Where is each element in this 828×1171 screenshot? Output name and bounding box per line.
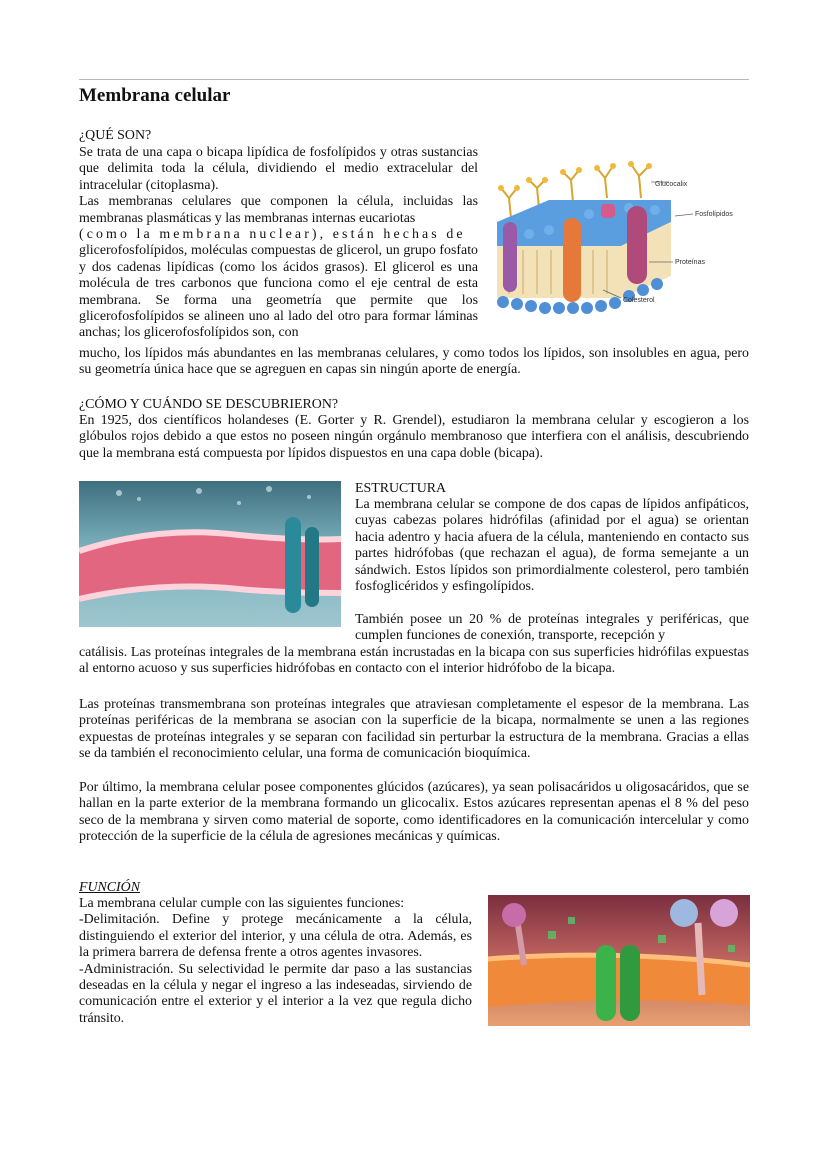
membrane-diagram-svg <box>489 158 749 326</box>
section-heading-estructura: ESTRUCTURA <box>355 481 447 496</box>
que-son-paragraph-2b: (como la membrana nuclear), están hechas de <box>79 227 466 243</box>
estructura-paragraph-3: Las proteínas transmembrana son proteínas integrales que atraviesan completamente el espesor de la membrana. Las proteínas periféricas de la membrana se asocian con la superficie de la bicapa, normalmente se unen a las regiones expuestas de proteínas integrales y se separan con facilidad sin perturbar la estructura de la membrana. Gracias a ellas se da también el reconocimiento celular, una forma de comunicación bioquímica. <box>79 697 749 762</box>
estructura-paragraph-4: Por último, la membrana celular posee componentes glúcidos (azúcares), ya sean polisacáridos u oligosacáridos, que se hallan en la parte exterior de la membrana formando un glicocalix. Estos azúcares representan apenas el 8 % del peso seco de la membrana y sirven como material de soporte, como identificadores en la comunicación intercelular y como protección de la superficie de la célula de agresiones mecánicas y químicas. <box>79 780 749 845</box>
page-title: Membrana celular <box>79 85 231 106</box>
funcion-item-delimitacion: -Delimitación. Define y protege mecánicamente a la célula, distinguiendo el exterior del interior, y una célula de otra. Además, es la primera barrera de defensa frente a otros agentes invasores. <box>79 912 472 961</box>
label-colesterol: Colesterol <box>623 297 655 304</box>
channel-protein <box>285 517 301 613</box>
bilayer-render-image <box>79 481 341 627</box>
label-proteinas: Proteínas <box>675 259 705 266</box>
protein-orange <box>563 218 581 302</box>
funcion-column <box>79 896 472 1027</box>
membrane-diagram <box>489 158 749 326</box>
que-son-paragraph-2c: glicerofosfolípidos, moléculas compuestas de glicerol, un grupo fosfato y dos cadenas lipídicas (como los ácidos grasos). El glicerol es una molécula de tres carbonos que funciona como el eje central de esta membrana. Se forma una geometría que permite que los glicerofosfolípidos se alineen uno al lado del otro para formar láminas anchas; los glicerofosfolípidos son, con <box>79 243 478 341</box>
section-heading-funcion: FUNCIÓN <box>79 880 140 895</box>
que-son-paragraph-2a: Las membranas celulares que componen la célula, incluidas las membranas plasmáticas y las membranas internas eucariotas <box>79 194 478 226</box>
label-fosfolipidos: Fosfolípidos <box>695 211 733 218</box>
section-heading-como: ¿CÓMO Y CUÁNDO SE DESCUBRIERON? <box>79 397 339 412</box>
floating-molecules <box>116 486 311 505</box>
protein-purple <box>503 222 517 292</box>
como-paragraph: En 1925, dos científicos holandeses (E. Gorter y R. Grendel), estudiaron la membrana celular y escogieron a los glóbulos rojos debido a que estos no poseen ningún orgánulo membranoso que interfiera con el análisis, descubriendo que la membrana está compuesta por lípidos dispuestos en una capa doble (bicapa). <box>79 413 749 461</box>
funcion-intro: La membrana celular cumple con las siguientes funciones: <box>79 896 405 911</box>
top-rule <box>79 79 749 80</box>
section-heading-que-son: ¿QUÉ SON? <box>79 128 152 143</box>
green-channel-left <box>596 945 616 1021</box>
que-son-column <box>79 145 478 342</box>
que-son-paragraph-1: Se trata de una capa o bicapa lipídica de fosfolípidos y otras sustancias que delimita toda la célula, dividiendo el medio extracelular del intracelular (citoplasma). <box>79 145 478 193</box>
green-channel-right <box>620 945 640 1021</box>
protein-small <box>601 204 615 218</box>
estructura-paragraph-1: La membrana celular se compone de dos capas de lípidos anfipáticos, cuyas cabezas polares hidrófilas (afinidad por el agua) se orientan hacia adentro y hacia afuera de la célula, manteniendo en contacto sus partes hidrófobas (que rechazan el agua), de forma semejante a un sándwich. Estos lípidos son primordialmente colesterol, pero también fosfoglicéridos y esfingolípidos. <box>355 497 749 595</box>
que-son-paragraph-2d: mucho, los lípidos más abundantes en las membranas celulares, y como todos los lípidos, son insolubles en agua, pero su geometría única hace que se agreguen en capas sin ningún aporte de energía. <box>79 346 749 378</box>
protein-magenta <box>627 206 647 284</box>
membrane-channels-image <box>488 895 750 1026</box>
estructura-paragraph-2b: catálisis. Las proteínas integrales de la membrana están incrustadas en la bicapa con sus superficies hidrófilas expuestas al entorno acuoso y sus superficies hidrófobas en contacto con el interior hidrófobo de la bicapa. <box>79 645 749 677</box>
label-glucocalix: Glucocalix <box>655 181 688 188</box>
estructura-paragraph-2a: También posee un 20 % de proteínas integrales y periféricas, que cumplen funciones de conexión, transporte, recepción y <box>355 612 749 644</box>
funcion-item-administracion: -Administración. Su selectividad le permite dar paso a las sustancias deseadas en la célula y negar el ingreso a las indeseadas, sirviendo de comunicación entre el exterior y el interior a la vez que regula dicho tránsito. <box>79 961 472 1026</box>
